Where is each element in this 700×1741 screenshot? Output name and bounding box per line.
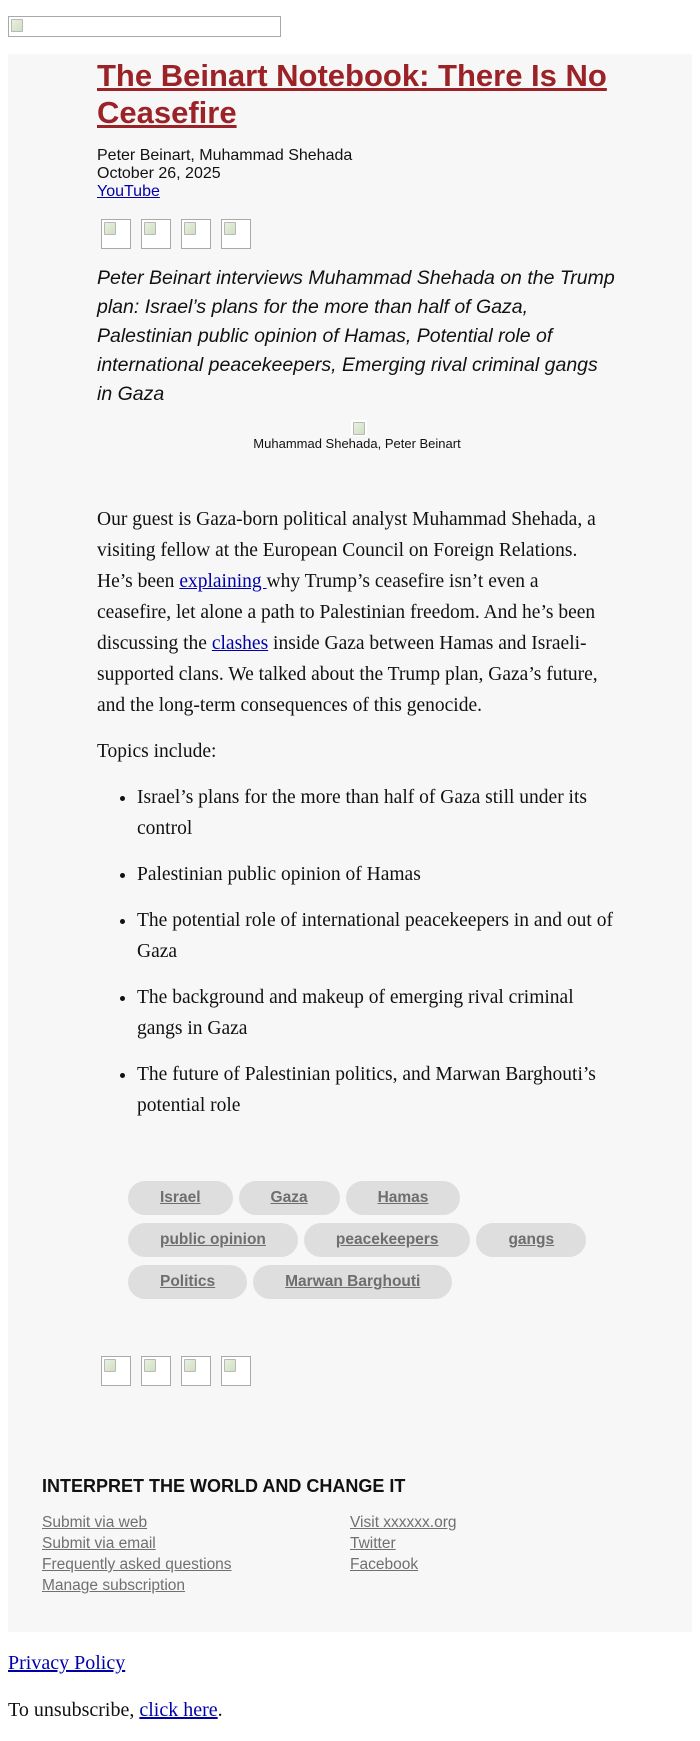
share-buttons-top [101, 219, 251, 249]
share-icon-4[interactable] [221, 219, 251, 249]
article-card [8, 54, 692, 1632]
article-title [97, 57, 617, 131]
faq-link[interactable]: Frequently asked questions [42, 1556, 232, 1573]
twitter-link[interactable]: Twitter [350, 1535, 396, 1552]
share-icon-4[interactable] [221, 1356, 251, 1386]
intro-text-1: Our guest is Gaza-born political analyst Muhammad Shehada, a visiting fellow at the European Council on Foreign Relations. He’s been [97, 509, 596, 592]
article-date: October 26, 2025 [97, 165, 221, 182]
tag-gangs[interactable]: gangs [476, 1223, 586, 1257]
article-body [97, 504, 617, 1136]
tag-gaza[interactable]: Gaza [239, 1181, 340, 1215]
header-logo-image[interactable] [8, 16, 281, 37]
footer-heading: INTERPRET THE WORLD AND CHANGE IT [42, 1476, 406, 1496]
topics-label: Topics include: [97, 741, 217, 762]
tag-hamas[interactable]: Hamas [346, 1181, 461, 1215]
footer-links [42, 1512, 662, 1596]
share-icon-3[interactable] [181, 219, 211, 249]
article-subtitle: Peter Beinart interviews Muhammad Shehada on the Trump plan: Israel’s plans for the more than half of Gaza, Palestinian public opinion of Hamas, Potential role of international peacekeepers, Emerging rival criminal gangs in Gaza [97, 267, 615, 405]
topic-item: • Palestinian public opinion of Hamas [137, 859, 617, 890]
tag-politics[interactable]: Politics [128, 1265, 247, 1299]
privacy-policy [8, 1652, 125, 1675]
topic-item: • The background and makeup of emerging rival criminal gangs in Gaza [137, 982, 617, 1044]
share-buttons-bottom [101, 1356, 251, 1386]
topic-item: • Israel’s plans for the more than half of Gaza still under its control [137, 782, 617, 844]
footer-links-left [42, 1512, 350, 1596]
share-icon-1[interactable] [101, 219, 131, 249]
newsletter-footer [42, 1476, 662, 1594]
unsubscribe-suffix: . [217, 1699, 223, 1721]
youtube-link[interactable]: YouTube [97, 183, 160, 200]
intro-paragraph [97, 504, 617, 721]
explaining-link[interactable]: explaining [179, 571, 267, 592]
unsubscribe-prefix: To unsubscribe, [8, 1699, 140, 1721]
tag-peacekeepers[interactable]: peacekeepers [304, 1223, 471, 1257]
submit-via-web-link[interactable]: Submit via web [42, 1514, 148, 1531]
article-title-link[interactable]: The Beinart Notebook: There Is No Ceasefire [97, 58, 607, 130]
submit-via-email-link[interactable]: Submit via email [42, 1535, 156, 1552]
unsubscribe-link[interactable]: click here [139, 1699, 218, 1721]
article-image [351, 420, 367, 436]
topic-item: • The potential role of international peacekeepers in and out of Gaza [137, 905, 617, 967]
article-meta [97, 147, 352, 201]
visit-site-link[interactable]: Visit xxxxxx.org [350, 1514, 457, 1531]
intro-text-2: why Trump’s ceasefire isn’t even a ceasefire, let alone a path to Palestinian freedom. And he’s been discussing the [97, 571, 596, 654]
tag-public-opinion[interactable]: public opinion [128, 1223, 298, 1257]
tag-marwan-barghouti[interactable]: Marwan Barghouti [253, 1265, 452, 1299]
share-icon-1[interactable] [101, 1356, 131, 1386]
article-authors: Peter Beinart, Muhammad Shehada [97, 147, 353, 164]
tag-israel[interactable]: Israel [128, 1181, 233, 1215]
footer-links-right [350, 1512, 457, 1596]
share-icon-2[interactable] [141, 219, 171, 249]
privacy-policy-link[interactable]: Privacy Policy [8, 1652, 126, 1674]
clashes-link[interactable]: clashes [211, 633, 269, 654]
topics-list [97, 782, 617, 1121]
image-caption: Muhammad Shehada, Peter Beinart [253, 436, 461, 451]
share-icon-3[interactable] [181, 1356, 211, 1386]
unsubscribe-line [8, 1699, 223, 1722]
topic-item: • The future of Palestinian politics, and Marwan Barghouti’s potential role [137, 1059, 617, 1121]
tag-list [128, 1181, 617, 1299]
facebook-link[interactable]: Facebook [350, 1556, 419, 1573]
manage-subscription-link[interactable]: Manage subscription [42, 1577, 186, 1594]
intro-text-3: inside Gaza between Hamas and Israeli-supported clans. We talked about the Trump plan, Gaza’s future, and the long-term consequences of this genocide. [97, 633, 598, 716]
share-icon-2[interactable] [141, 1356, 171, 1386]
